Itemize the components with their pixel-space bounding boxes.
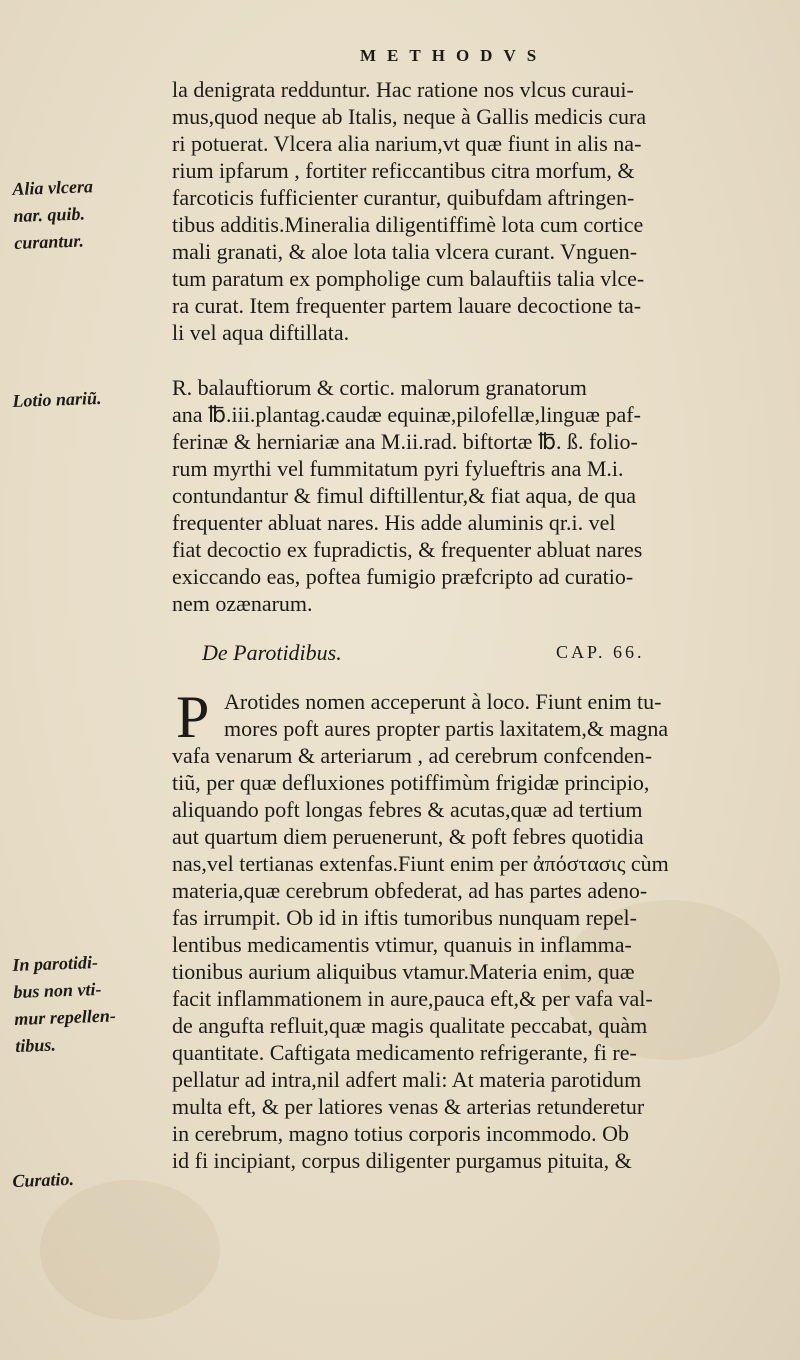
text-line: curantur.	[13, 230, 85, 253]
text-line: pellatur ad intra,nil adfert mali: At materia parotidum	[172, 1067, 642, 1092]
text-line: aut quartum diem peruenerunt, & poft febres quotidia	[172, 824, 644, 849]
text-line: rum myrthi vel fummitatum pyri fylueftris ana M.i.	[172, 456, 624, 481]
text-line: lentibus medicamentis vtimur, quanuis in inflamma-	[172, 932, 632, 957]
text-line: R. balauftiorum & cortic. malorum granatorum	[172, 375, 587, 400]
text-line: mali granati, & aloe lota talia vlcera curant. Vnguen-	[172, 239, 638, 264]
text-line: farcoticis fufficienter curantur, quibufdam aftringen-	[172, 185, 635, 210]
text-line: nem ozænarum.	[172, 591, 313, 616]
text-line: tionibus aurium aliquibus vtamur.Materia enim, quæ	[172, 959, 635, 984]
text-line: li vel aqua diftillata.	[172, 320, 350, 345]
text-line: nar. quib.	[13, 203, 86, 226]
text-line: mur repellen-	[13, 1005, 117, 1029]
text-line: Lotio nariũ.	[12, 387, 102, 411]
paper-stain	[40, 1180, 220, 1320]
text-line: tibus.	[14, 1034, 57, 1056]
text-line: ferinæ & herniariæ ana M.ii.rad. biftortæ ℔. ß. folio-	[172, 429, 638, 454]
chapter-title: De Parotidibus.	[202, 640, 342, 665]
drop-cap: P	[176, 684, 210, 750]
text-line: Arotides nomen acceperunt à loco. Fiunt enim tu-	[224, 689, 662, 714]
text-line: mores poft aures propter partis laxitatem,& magna	[224, 716, 669, 741]
marginal-note-curatio	[12, 1163, 163, 1195]
text-line: id fi incipiant, corpus diligenter purgamus pituita, &	[172, 1148, 632, 1173]
text-line: materia,quæ cerebrum obfederat, ad has partes adeno-	[172, 878, 648, 903]
marginal-note-alia-vlcera	[12, 171, 165, 257]
text-line: rium ipfarum , fortiter reficcantibus citra morfum, &	[172, 158, 635, 183]
text-line: contundantur & fimul diftillentur,& fiat aqua, de qua	[172, 483, 637, 508]
text-line: multa eft, & per latiores venas & arterias retunderetur	[172, 1094, 645, 1119]
text-line: in cerebrum, magno totius corporis incommodo. Ob	[172, 1121, 630, 1146]
marginal-note-lotio-narium	[12, 383, 163, 415]
text-line: frequenter abluat nares. His adde aluminis qr.i. vel	[172, 510, 616, 535]
text-line: aliquando poft longas febres & acutas,quæ ad tertium	[172, 797, 643, 822]
text-line: fas irrumpit. Ob id in iftis tumoribus nunquam repel-	[172, 905, 637, 930]
chapter-heading	[172, 640, 732, 670]
text-line: tum paratum ex pompholige cum balauftiis talia vlce-	[172, 266, 645, 291]
text-line: tiũ, per quæ defluxiones potiffimùm frigidæ principio,	[172, 770, 650, 795]
text-line: exiccando eas, poftea fumigio præfcripto ad curatio-	[172, 564, 634, 589]
text-line: Curatio.	[12, 1168, 75, 1191]
text-line: tibus additis.Mineralia diligentiffimè lota cum cortice	[172, 212, 644, 237]
marginal-note-in-parotidibus	[12, 947, 166, 1060]
text-line: fiat decoctio ex fupradictis, & frequenter abluat nares	[172, 537, 643, 562]
text-line: Alia vlcera	[12, 176, 94, 199]
text-line: ana ℔.iii.plantag.caudæ equinæ,pilofellæ,linguæ paf-	[172, 402, 641, 427]
text-line: de angufta refluit,quæ magis qualitate peccabat, quàm	[172, 1013, 648, 1038]
text-line: quantitate. Caftigata medicamento refrigerante, fi re-	[172, 1040, 637, 1065]
text-line: la denigrata redduntur. Hac ratione nos vlcus curaui-	[172, 77, 634, 102]
running-head: METHODVS	[360, 46, 548, 65]
text-line: bus non vti-	[13, 978, 102, 1002]
text-line: ri potuerat. Vlcera alia narium,vt quæ fiunt in alis na-	[172, 131, 642, 156]
recipe-paragraph	[172, 374, 772, 617]
text-line: mus,quod neque ab Italis, neque à Gallis medicis cura	[172, 104, 647, 129]
text-line: facit inflammationem in aure,pauca eft,& per vafa val-	[172, 986, 653, 1011]
text-line: vafa venarum & arteriarum , ad cerebrum confcenden-	[172, 743, 653, 768]
chapter-number: CAP. 66.	[556, 642, 645, 662]
text-line: ra curat. Item frequenter partem lauare decoctione ta-	[172, 293, 642, 318]
text-line: In parotidi-	[12, 952, 99, 975]
paragraph-parotides	[172, 684, 772, 1174]
text-line: nas,vel tertianas extenfas.Fiunt enim per ἀπόστασις cùm	[172, 851, 669, 876]
paragraph-ulcers	[172, 76, 772, 346]
